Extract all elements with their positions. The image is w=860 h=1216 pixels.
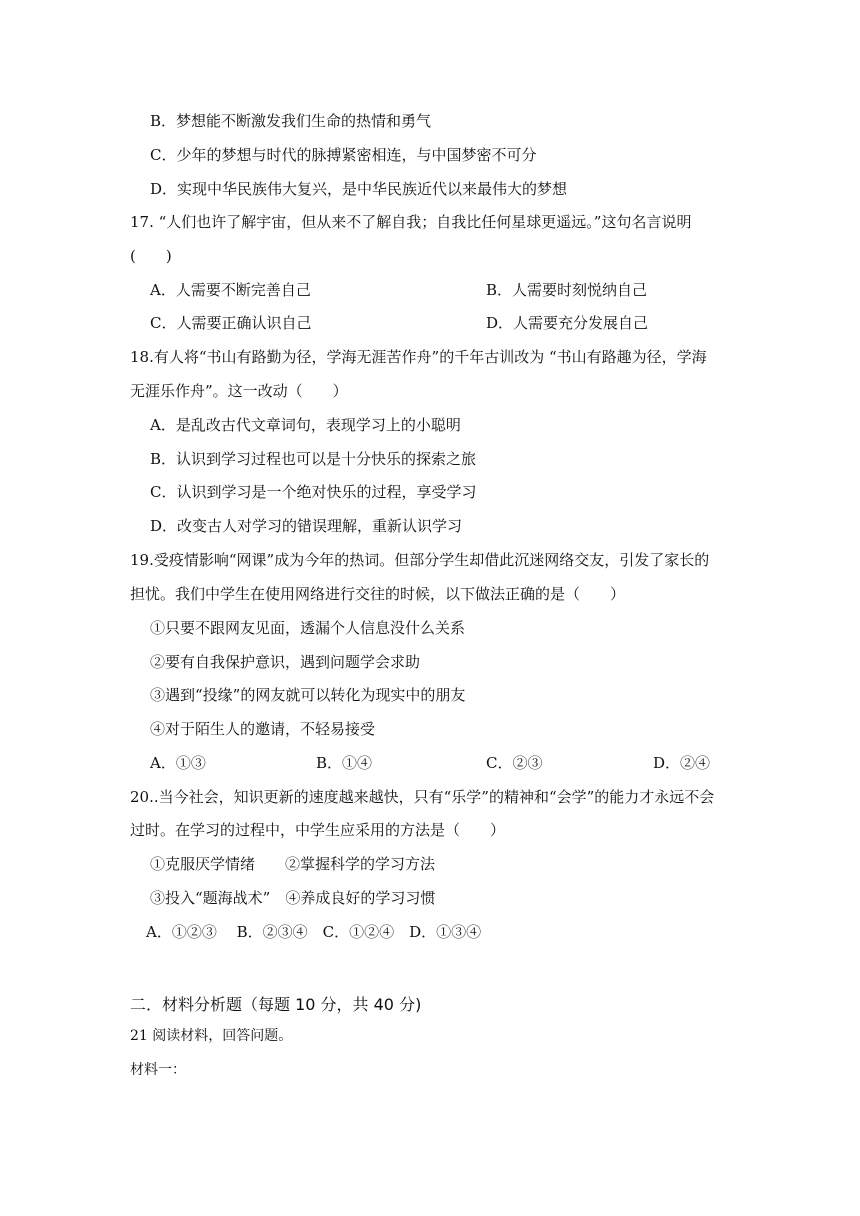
- q19-statement-4: ④对于陌生人的邀请，不轻易接受: [150, 720, 376, 738]
- q20-statements-1-2: ①克服厌学情绪 ②掌握科学的学习方法: [150, 855, 436, 873]
- q18-stem-line1: 18.有人将“书山有路勤为径，学海无涯苦作舟”的千年古训改为 “书山有路趣为径，学海: [130, 348, 707, 366]
- q18-stem-line2: 无涯乐作舟”。这一改动（ ）: [130, 382, 348, 400]
- q16-option-b: B．梦想能不断激发我们生命的热情和勇气: [150, 112, 432, 130]
- q20-stem-line2: 过时。在学习的过程中，中学生应采用的方法是（ ）: [130, 821, 506, 839]
- q21-stem: 21 阅读材料，回答问题。: [130, 1028, 293, 1044]
- q17-option-a: A．人需要不断完善自己: [150, 281, 311, 299]
- q17-stem-line2: ( ): [130, 247, 172, 265]
- q21-material-1-label: 材料一：: [130, 1062, 186, 1078]
- q18-option-b: B．认识到学习过程也可以是十分快乐的探索之旅: [150, 450, 477, 468]
- q18-option-d: D．改变古人对学习的错误理解，重新认识学习: [150, 517, 463, 535]
- q17-stem-line1: 17. “人们也许了解宇宙，但从来不了解自我；自我比任何星球更遥远。”这句名言说明: [130, 213, 692, 231]
- q19-stem-line2: 担忧。我们中学生在使用网络进行交往的时候，以下做法正确的是（ ）: [130, 585, 626, 603]
- q18-option-a: A．是乱改古代文章词句，表现学习上的小聪明: [150, 416, 461, 434]
- q18-option-c: C．认识到学习是一个绝对快乐的过程，享受学习: [150, 483, 477, 501]
- q20-options: A．①②③ B．②③④ C．①②④ D．①③④: [146, 923, 482, 941]
- q20-statements-3-4: ③投入“题海战术” ④养成良好的学习习惯: [150, 889, 436, 907]
- q17-option-c: C．人需要正确认识自己: [150, 314, 312, 332]
- q19-statement-2: ②要有自我保护意识，遇到问题学会求助: [150, 653, 421, 671]
- q19-stem-line1: 19.受疫情影响“网课”成为今年的热词。但部分学生却借此沉迷网络交友，引发了家长的: [130, 551, 710, 569]
- q16-option-c: C．少年的梦想与时代的脉搏紧密相连，与中国梦密不可分: [150, 146, 537, 164]
- q19-statement-1: ①只要不跟网友见面，透漏个人信息没什么关系: [150, 619, 466, 637]
- q17-option-d: D．人需要充分发展自己: [486, 314, 649, 332]
- section2-title: 二．材料分析题（每题 10 分，共 40 分): [130, 995, 422, 1014]
- q19-option-a: A．①③: [150, 754, 206, 772]
- q19-option-c: C．②③: [486, 754, 543, 772]
- q19-option-b: B．①④: [316, 754, 373, 772]
- q16-option-d: D．实现中华民族伟大复兴，是中华民族近代以来最伟大的梦想: [150, 180, 568, 198]
- q17-option-b: B．人需要时刻悦纳自己: [486, 281, 648, 299]
- q19-statement-3: ③遇到“投缘”的网友就可以转化为现实中的朋友: [150, 686, 466, 704]
- q20-stem-line1: 20..当今社会，知识更新的速度越来越快，只有“乐学”的精神和“会学”的能力才永远不会: [130, 788, 715, 806]
- q19-option-d: D．②④: [653, 754, 711, 772]
